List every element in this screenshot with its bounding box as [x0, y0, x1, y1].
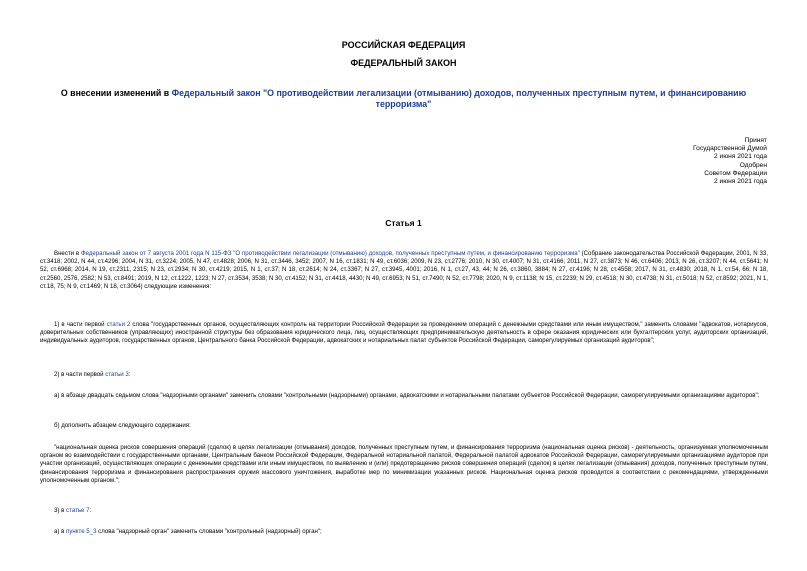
item-2-suffix: : [128, 371, 131, 378]
item-1-paragraph [40, 321, 768, 346]
intro-prefix: Внести в [54, 250, 81, 257]
intro-paragraph [40, 250, 768, 291]
article-7-link[interactable]: статье 7 [66, 507, 90, 514]
law-type-heading: ФЕДЕРАЛЬНЫЙ ЗАКОН [350, 58, 457, 68]
intro-rest: (Собрание законодательства Российской Федерации, 2001, N 33, ст.3418; 2002, N 44, ст.4296; 2004, N 31, ст.3224; 2005, N 47, ст.4828; 2006, N 31, ст.3446, 3452; 2007, N 16, ст.1831; N 49, ст.6036; 2009, N 23, ст.2776; 2010, N 30, ст.4007; N 31, ст.4166; 2011, N 27, ст.3873; N 46, ст.6406; 2013, N 26, ст.3207; N 44, ст.5641; N 52, ст.6968; 2014, N 19, ст.2311, 2315; N 23, ст.2934; N 30, ст.4219; 2015, N 1, ст.37; N 18, ст.2614; N 24, ст.3367; N 27, ст.3945, 4001; 2016, N 1, ст.27, 43, 44; N 26, ст.3860, 3884; N 27, ст.4196; N 28, ст.4558; 2017, N 31, ст.4830; 2018, N 1, ст.54, 66; N 18, ст.2560, 2576, 2582; N 53, ст.8491; 2019, N 12, ст.1222, 1223; N 27, ст.3534, 3538; N 30, ст.4152; N 31, ст.4418, 4430; N 49, ст.6953; N 51, ст.7490; N 52, ст.7798; 2020, N 9, ст.1138; N 15, ст.2239; N 29, ст.4518; N 30, ст.4738; N 31, ст.5018; N 52, ст.8592; 2021, N 1, ст.18, 75; N 9, ст.1469; N 18, ст.3064) следующие изменения: [40, 250, 768, 290]
adoption-line: 2 июня 2021 года [714, 153, 767, 161]
amended-law-link[interactable]: Федеральный закон "О противодействии легализации (отмыванию) доходов, полученных преступным путем, и финансированию терроризма" [171, 88, 747, 109]
law-title [40, 88, 767, 110]
adoption-block [567, 137, 767, 186]
item-3a-paragraph [40, 528, 768, 536]
item-2-prefix: 2) в части первой [54, 371, 106, 378]
point-5-3-link[interactable]: пункте 5_3 [66, 528, 97, 535]
article-2-link[interactable]: статьи 2 [106, 321, 131, 328]
law-title-prefix: О внесении изменений в [60, 88, 172, 98]
item-3-prefix: 3) в [54, 507, 67, 514]
adoption-line: Принят [744, 137, 767, 144]
federation-heading: РОССИЙСКАЯ ФЕДЕРАЦИЯ [341, 40, 466, 50]
adoption-line: Одобрен [739, 161, 767, 169]
item-1-prefix: 1) в части первой [54, 321, 107, 328]
item-2a-paragraph: а) в абзаце двадцать седьмом слова "надзорными органами" заменить словами "контрольными (надзорными) органами, адвокатскими и нотариальными палатами субъектов Российской Федерации, саморегулируемыми организациями аудиторов"; [54, 392, 760, 399]
item-2b-quote: "национальная оценка рисков совершения операций (сделок) в целях легализации (отмывания) доходов, полученных преступным путем, и финансирования терроризма (национальная оценка рисков) - деятельность, организуемая уполномоченным органом во взаимодействии с государственными органами, Центральным банком Российской Федерации, Федеральной нотариальной палатой, Федеральной палатой адвокатов Российской Федерации, саморегулируемыми организациями аудиторов при участии организаций, осуществляющих операции с денежными средствами или иным имуществом, по выявлению и (или) предотвращению рисков совершения операций (сделок) в целях легализации (отмывания) доходов, полученных преступным путем, финансирования терроризма и финансирования распространения оружия массового уничтожения, выработке мер по минимизации указанных рисков. Национальная оценка рисков проводится в соответствии с рекомендациями, утвержденными уполномоченным органом."; [40, 444, 768, 484]
law-115-link[interactable]: Федеральный закон от 7 августа 2001 года N 115-ФЗ "О противодействии легализации (отмыванию) доходов, полученных преступным путем, и финансированию терроризма" [80, 250, 580, 257]
adoption-line: Государственной Думой [693, 145, 767, 153]
adoption-line: Советом Федерации [704, 169, 767, 177]
item-3a-prefix: а) в [54, 528, 67, 535]
item-1-rest: слова "государственных органов, осуществляющих контроль на территории Российской Федерации за проведением операций с денежными средствами или иным имуществом," заменить словами "адвокатов, нотариусов, доверительных собственников (управляющих) иностранной структуры без образования юридического лица, лиц, осуществляющих предпринимательскую деятельность в сфере оказания юридических или бухгалтерских услуг, аудиторских организаций, индивидуальных аудиторов, государственных органов, Центрального банка Российской Федерации, адвокатских и нотариальных палат субъектов Российской Федерации, саморегулируемых организаций аудиторов"; [40, 321, 768, 345]
article-3-link[interactable]: статьи 3 [105, 371, 129, 378]
item-3-suffix: : [89, 507, 92, 514]
adoption-line: 2 июня 2021 года [714, 178, 767, 186]
item-2b-paragraph: б) дополнить абзацем следующего содержания: [54, 422, 191, 429]
item-3-paragraph [40, 507, 768, 515]
item-3a-rest: слова "надзорный орган" заменить словами "контрольный (надзорный) орган"; [96, 528, 322, 535]
item-2-paragraph [40, 371, 768, 379]
article-heading: Статья 1 [385, 218, 422, 228]
